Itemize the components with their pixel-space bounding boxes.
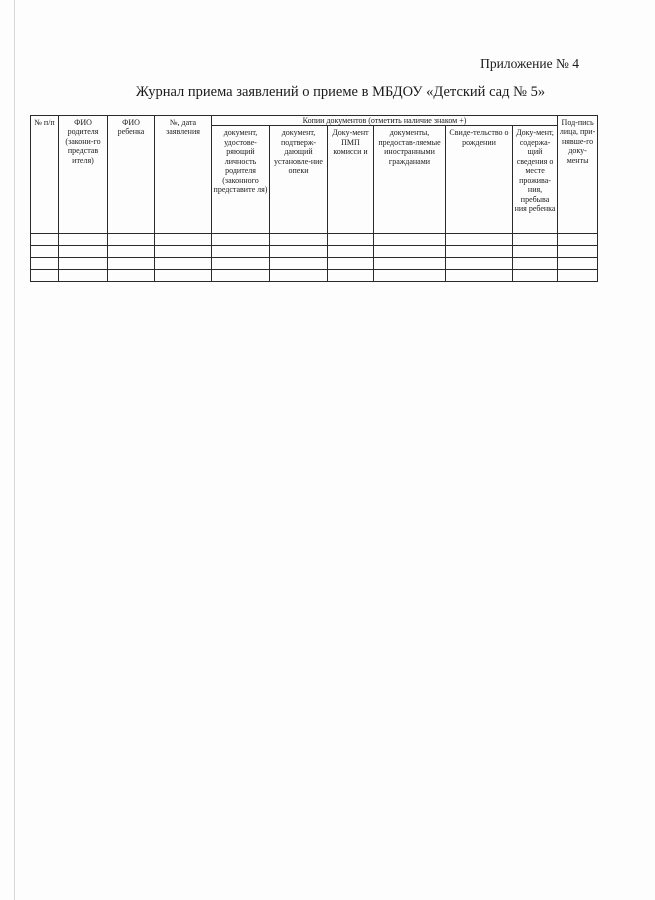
- table-row: [31, 234, 598, 246]
- header-cell-guardianship-doc: документ, подтверж-дающий установле-ние опеки: [270, 126, 328, 234]
- header-cell-parent-id-doc: документ, удостове-ряющий личность родителя (законного представите ля): [212, 126, 270, 234]
- table-row: [31, 270, 598, 282]
- header-cell-number: № п/п: [31, 116, 59, 234]
- header-cell-pmp-doc: Доку-мент ПМП комисси и: [328, 126, 374, 234]
- header-cell-foreign-docs: документы, предостав-ляемые иностранными гражданами: [374, 126, 446, 234]
- table-row: [31, 246, 598, 258]
- document-title: Журнал приема заявлений о приеме в МБДОУ «Детский сад № 5»: [135, 84, 546, 100]
- header-cell-child-name: ФИО ребенка: [108, 116, 155, 234]
- table-header-row: [31, 116, 598, 126]
- header-cell-parent-name: ФИО родителя (закони-го представ ителя): [59, 116, 108, 234]
- header-cell-birth-certificate: Свиде-тельство о рождении: [446, 126, 513, 234]
- header-cell-signature: Под-пись лица, при-нявше-го доку-менты: [558, 116, 598, 234]
- appendix-label: Приложение № 4: [480, 56, 579, 71]
- header-cell-application: №, дата заявления: [155, 116, 212, 234]
- table-row: [31, 258, 598, 270]
- scan-edge-line: [14, 0, 15, 900]
- header-cell-residence-doc: Доку-мент, содержа-щий сведения о месте прожива-ния, пребыва ния ребенка: [513, 126, 558, 234]
- applications-journal-table: [30, 115, 598, 282]
- header-cell-document-copies: Копии документов (отметить наличие знаком +): [212, 116, 558, 126]
